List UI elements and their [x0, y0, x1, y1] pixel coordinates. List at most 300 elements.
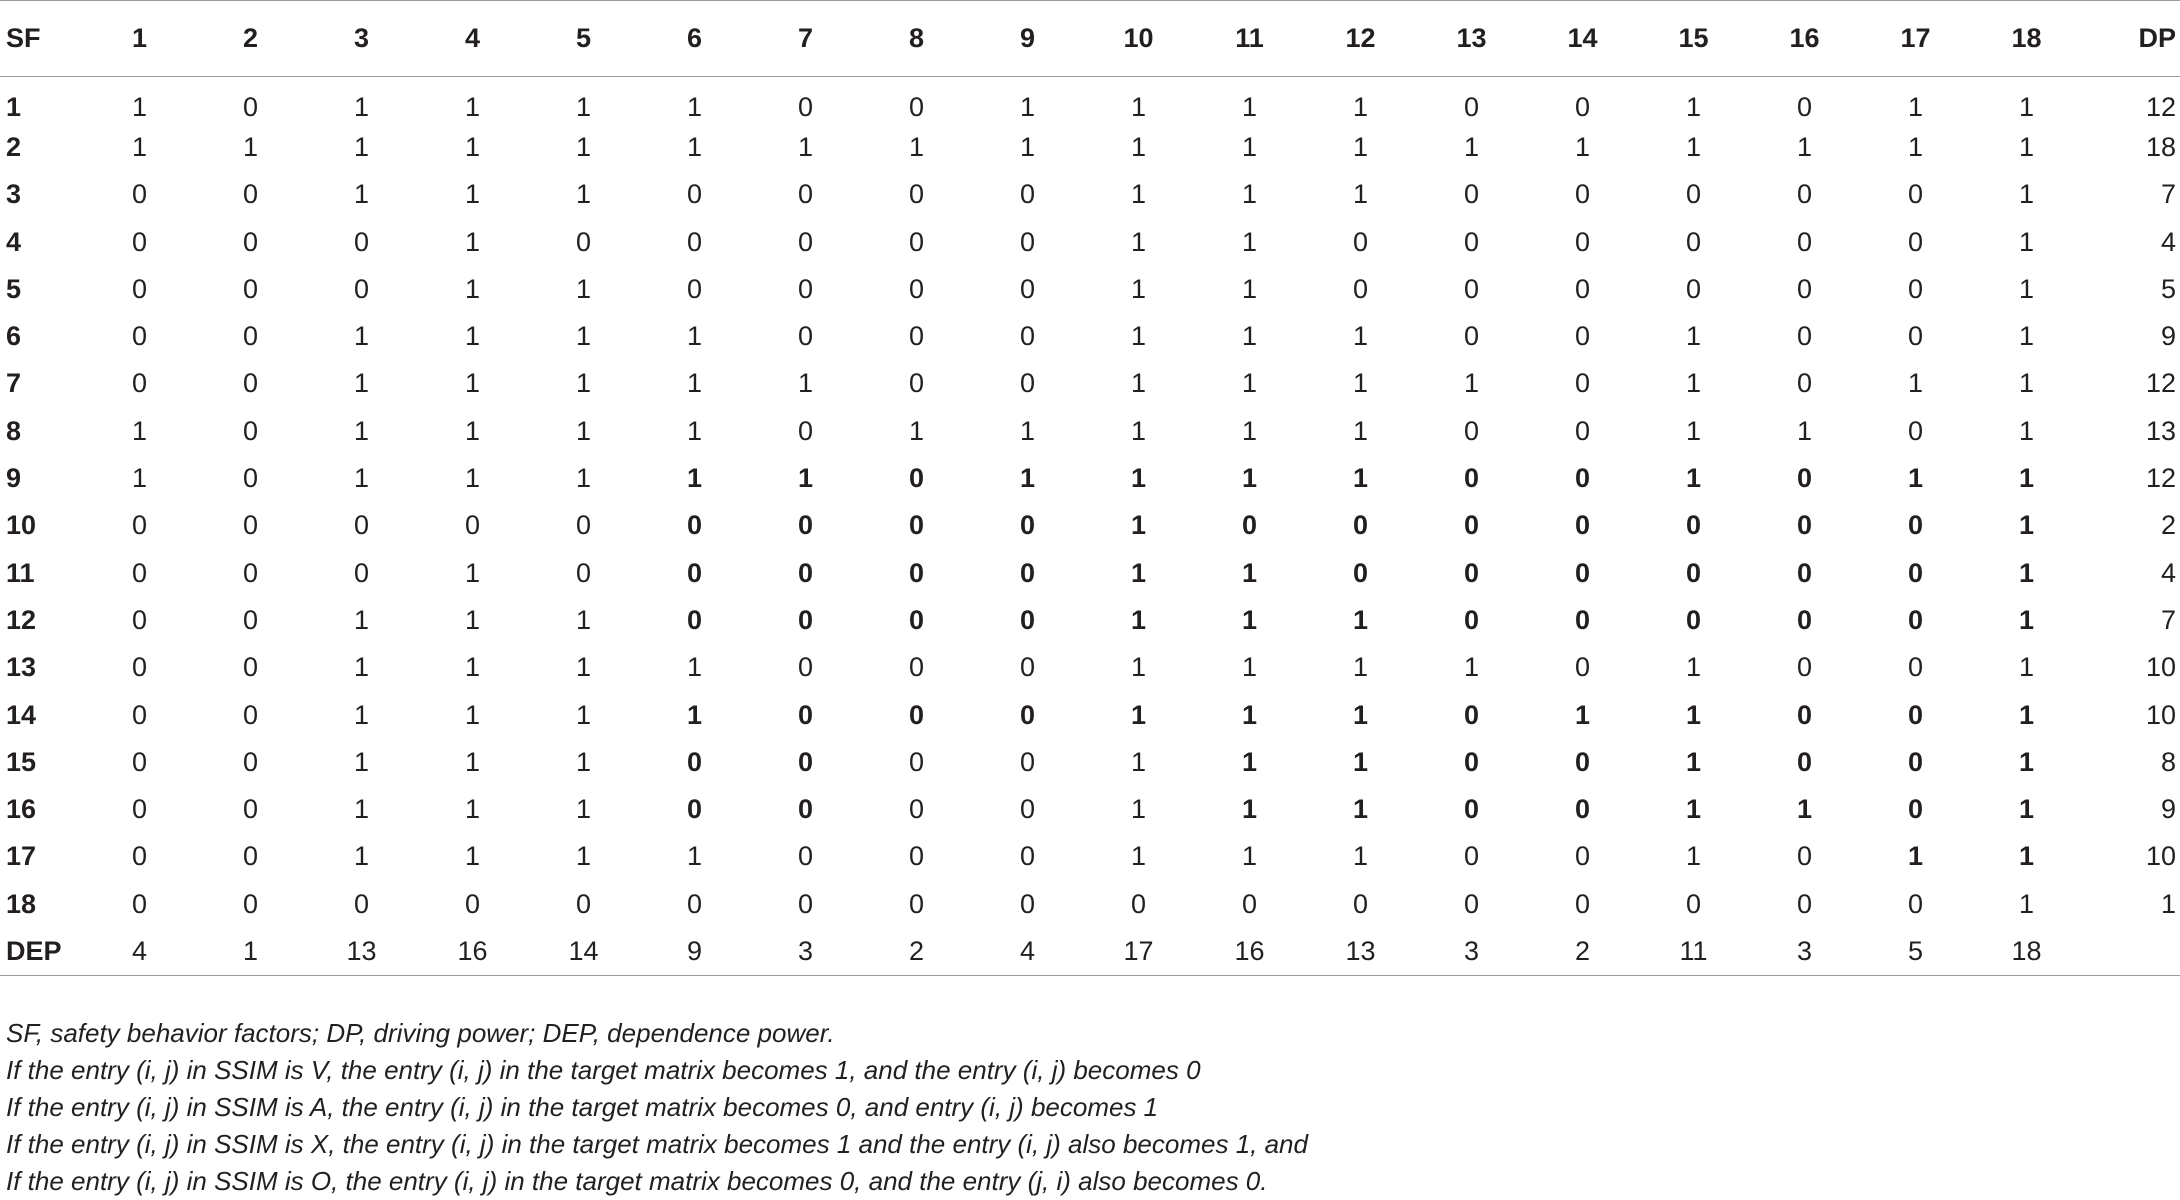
table-cell: 0 — [1574, 557, 1591, 588]
table-cell: 0 — [1019, 794, 1036, 825]
table-cell: 1 — [1907, 841, 1924, 872]
table-cell: 1 — [1241, 841, 1258, 872]
table-cell: 1 — [575, 604, 592, 635]
row-label: 6 — [6, 321, 22, 352]
table-cell: 0 — [242, 841, 259, 872]
table-cell: 0 — [797, 415, 814, 446]
table-cell: 0 — [1352, 557, 1369, 588]
table-cell: 2 — [1527, 928, 1638, 975]
table-cell: 0 — [1574, 463, 1591, 494]
table-row — [0, 502, 2180, 549]
table-cell: 0 — [1796, 463, 1813, 494]
table-cell: 0 — [1463, 321, 1480, 352]
table-cell: 1 — [1241, 321, 1258, 352]
table-cell: 0 — [908, 841, 925, 872]
table-cell: 0 — [131, 179, 148, 210]
table-cell: 1 — [1352, 746, 1369, 777]
header-col: 16 — [1749, 1, 1860, 77]
header-col: 9 — [972, 1, 1083, 77]
table-cell: 1 — [2018, 652, 2035, 683]
header-dp: DP — [2082, 1, 2180, 77]
row-dp-value: 2 — [2160, 510, 2176, 541]
header-col: 13 — [1416, 1, 1527, 77]
table-cell: 1 — [2018, 888, 2035, 919]
table-cell: 13 — [306, 928, 417, 975]
table-cell: 0 — [1907, 794, 1924, 825]
table-cell: 0 — [1241, 510, 1258, 541]
table-cell: 1 — [1685, 463, 1702, 494]
table-cell: 1 — [464, 179, 481, 210]
table-cell: 1 — [1574, 699, 1591, 730]
table-cell: 1 — [686, 652, 703, 683]
table-cell: 0 — [1019, 888, 1036, 919]
table-cell: 0 — [1796, 652, 1813, 683]
table-cell: 0 — [1574, 321, 1591, 352]
table-cell: 0 — [908, 510, 925, 541]
table-cell: 1 — [575, 699, 592, 730]
table-cell: 0 — [686, 226, 703, 257]
table-cell: 0 — [797, 226, 814, 257]
table-cell: 0 — [1241, 888, 1258, 919]
table-row — [0, 881, 2180, 928]
table-cell: 0 — [1574, 226, 1591, 257]
table-cell: 0 — [797, 652, 814, 683]
table-footnotes — [6, 1015, 1308, 1200]
table-cell: 1 — [1352, 91, 1369, 122]
footnote-rule-a: If the entry (i, j) in SSIM is A, the entry (i, j) in the target matrix becomes 0, and entry (i, j) becomes 1 — [6, 1092, 1159, 1122]
table-cell: 1 — [1241, 91, 1258, 122]
table-cell: 0 — [1019, 746, 1036, 777]
row-dp-value: 4 — [2160, 226, 2176, 257]
row-label: 7 — [6, 368, 22, 399]
table-cell: 18 — [1971, 928, 2082, 975]
table-cell: 1 — [464, 226, 481, 257]
table-cell: 0 — [797, 510, 814, 541]
table-cell: 1 — [686, 131, 703, 162]
table-cell: 0 — [1685, 226, 1702, 257]
table-cell: 0 — [1907, 699, 1924, 730]
table-cell: 1 — [1685, 415, 1702, 446]
table-cell: 1 — [1241, 604, 1258, 635]
row-label: 3 — [6, 179, 22, 210]
row-dp-value: 4 — [2160, 557, 2176, 588]
table-cell: 0 — [1019, 273, 1036, 304]
table-cell: 1 — [1019, 91, 1036, 122]
table-cell: 0 — [797, 604, 814, 635]
row-dp-value: 7 — [2160, 179, 2176, 210]
table-cell: 1 — [131, 415, 148, 446]
table-cell: 0 — [1685, 888, 1702, 919]
table-cell: 0 — [908, 91, 925, 122]
table-cell: 0 — [908, 557, 925, 588]
table-row — [0, 77, 2180, 124]
table-cell: 1 — [1241, 368, 1258, 399]
table-cell: 1 — [1241, 226, 1258, 257]
table-row — [0, 691, 2180, 738]
table-cell: 0 — [797, 273, 814, 304]
table-cell: 1 — [464, 699, 481, 730]
table-cell: 0 — [242, 699, 259, 730]
table-cell: 0 — [575, 888, 592, 919]
table-cell: 1 — [464, 91, 481, 122]
table-cell: 0 — [797, 179, 814, 210]
table-row — [0, 644, 2180, 691]
table-row — [0, 124, 2180, 171]
table-cell: 1 — [1130, 841, 1147, 872]
row-label: 16 — [6, 794, 37, 825]
table-cell: 1 — [1685, 321, 1702, 352]
table-cell: 1 — [353, 604, 370, 635]
table-cell: 1 — [353, 841, 370, 872]
table-cell: 0 — [1463, 226, 1480, 257]
table-cell: 1 — [1907, 368, 1924, 399]
table-cell: 0 — [1907, 179, 1924, 210]
table-cell: 0 — [131, 888, 148, 919]
table-cell: 5 — [1860, 928, 1971, 975]
table-cell: 1 — [575, 652, 592, 683]
table-cell: 0 — [353, 273, 370, 304]
table-cell: 1 — [131, 131, 148, 162]
table-cell: 1 — [353, 321, 370, 352]
table-cell: 1 — [2018, 510, 2035, 541]
table-cell: 0 — [797, 557, 814, 588]
table-row — [0, 266, 2180, 313]
table-cell: 1 — [1796, 131, 1813, 162]
table-cell: 1 — [575, 463, 592, 494]
table-cell: 0 — [686, 557, 703, 588]
row-label: 17 — [6, 841, 37, 872]
table-cell: 1 — [686, 368, 703, 399]
table-cell: 0 — [1685, 273, 1702, 304]
row-label: 4 — [6, 226, 22, 257]
table-cell: 0 — [1019, 604, 1036, 635]
table-cell: 1 — [1130, 510, 1147, 541]
table-cell: 1 — [1130, 179, 1147, 210]
table-cell: 0 — [686, 604, 703, 635]
table-cell: 0 — [1574, 368, 1591, 399]
row-dp-value: 12 — [2145, 91, 2176, 122]
table-cell: 1 — [1907, 463, 1924, 494]
table-cell: 1 — [1463, 652, 1480, 683]
table-cell: 0 — [131, 604, 148, 635]
table-cell: 0 — [464, 510, 481, 541]
table-cell: 0 — [131, 746, 148, 777]
header-col: 10 — [1083, 1, 1194, 77]
table-cell: 1 — [1352, 179, 1369, 210]
table-cell: 1 — [464, 415, 481, 446]
table-cell: 0 — [1019, 510, 1036, 541]
row-dp-value: 10 — [2145, 841, 2176, 872]
row-label: DEP — [0, 928, 84, 975]
table-cell: 1 — [464, 557, 481, 588]
table-cell: 0 — [1907, 510, 1924, 541]
table-cell: 0 — [908, 699, 925, 730]
table-cell: 1 — [575, 131, 592, 162]
table-cell: 0 — [242, 888, 259, 919]
table-cell: 0 — [1907, 226, 1924, 257]
table-cell: 1 — [131, 463, 148, 494]
table-cell: 0 — [1019, 368, 1036, 399]
table-cell: 16 — [417, 928, 528, 975]
header-col: 2 — [195, 1, 306, 77]
table-cell: 0 — [1796, 368, 1813, 399]
table-cell: 0 — [1685, 604, 1702, 635]
table-row — [0, 786, 2180, 833]
table-cell: 0 — [242, 368, 259, 399]
table-cell: 0 — [1463, 794, 1480, 825]
table-cell: 0 — [575, 557, 592, 588]
table-cell: 0 — [1907, 746, 1924, 777]
table-cell: 0 — [1907, 604, 1924, 635]
row-label: 1 — [6, 91, 22, 122]
table-row — [0, 455, 2180, 502]
table-cell: 1 — [1241, 557, 1258, 588]
table-cell: 0 — [353, 557, 370, 588]
table-cell: 0 — [908, 888, 925, 919]
table-cell: 0 — [242, 415, 259, 446]
table-cell: 1 — [1685, 91, 1702, 122]
table-cell: 0 — [131, 273, 148, 304]
table-row — [0, 360, 2180, 407]
table-cell: 1 — [353, 368, 370, 399]
header-col: 18 — [1971, 1, 2082, 77]
table-row — [0, 739, 2180, 786]
table-cell: 13 — [1305, 928, 1416, 975]
table-cell: 0 — [1019, 652, 1036, 683]
table-cell: 1 — [1130, 91, 1147, 122]
table-cell: 0 — [1685, 510, 1702, 541]
table-cell: 1 — [464, 652, 481, 683]
row-dp-value: 9 — [2160, 794, 2176, 825]
table-cell: 0 — [242, 273, 259, 304]
table-cell: 0 — [797, 746, 814, 777]
table-cell: 1 — [1352, 463, 1369, 494]
table-cell: 0 — [1907, 557, 1924, 588]
table-cell: 1 — [1019, 415, 1036, 446]
table-cell: 0 — [1463, 91, 1480, 122]
table-cell: 1 — [1019, 131, 1036, 162]
table-cell: 1 — [1796, 794, 1813, 825]
table-cell: 9 — [639, 928, 750, 975]
table-cell: 1 — [2018, 794, 2035, 825]
table-cell: 1 — [2018, 273, 2035, 304]
table-cell: 0 — [242, 226, 259, 257]
table-cell: 1 — [353, 91, 370, 122]
table-cell: 0 — [1019, 699, 1036, 730]
table-cell: 17 — [1083, 928, 1194, 975]
table-cell: 0 — [1574, 179, 1591, 210]
table-cell: 1 — [686, 841, 703, 872]
row-dp-value: 13 — [2145, 415, 2176, 446]
table-cell: 1 — [797, 131, 814, 162]
table-cell: 0 — [1907, 321, 1924, 352]
table-cell: 0 — [1574, 746, 1591, 777]
table-cell: 0 — [797, 794, 814, 825]
table-cell: 0 — [131, 794, 148, 825]
table-cell: 1 — [1463, 131, 1480, 162]
table-cell: 0 — [908, 273, 925, 304]
table-cell: 0 — [1574, 841, 1591, 872]
table-cell: 1 — [575, 91, 592, 122]
table-cell: 1 — [1685, 368, 1702, 399]
table-cell: 1 — [464, 746, 481, 777]
table-cell: 1 — [686, 415, 703, 446]
table-cell: 0 — [797, 321, 814, 352]
table-cell: 0 — [131, 321, 148, 352]
table-cell: 0 — [242, 557, 259, 588]
table-cell: 1 — [1241, 131, 1258, 162]
header-col: 17 — [1860, 1, 1971, 77]
row-dp-value: 9 — [2160, 321, 2176, 352]
table-cell: 1 — [464, 273, 481, 304]
table-cell: 0 — [1796, 179, 1813, 210]
table-cell: 0 — [1796, 91, 1813, 122]
table-cell: 0 — [1796, 604, 1813, 635]
table-cell: 1 — [686, 91, 703, 122]
table-cell: 0 — [1574, 415, 1591, 446]
table-cell: 0 — [1796, 321, 1813, 352]
footnote-rule-o: If the entry (i, j) in SSIM is O, the entry (i, j) in the target matrix becomes 0, and the entry (j, i) also becomes 0. — [6, 1166, 1268, 1196]
table-cell: 1 — [1352, 841, 1369, 872]
table-cell: 3 — [1749, 928, 1860, 975]
table-cell: 0 — [131, 557, 148, 588]
table-cell: 1 — [575, 368, 592, 399]
table-row — [0, 313, 2180, 360]
table-cell: 1 — [353, 794, 370, 825]
table-cell: 0 — [242, 463, 259, 494]
table-cell: 1 — [1130, 699, 1147, 730]
table-cell: 1 — [2018, 746, 2035, 777]
table-cell: 0 — [131, 226, 148, 257]
table-cell: 2 — [861, 928, 972, 975]
table-cell: 0 — [1796, 226, 1813, 257]
table-cell: 0 — [1907, 652, 1924, 683]
row-dp-value: 1 — [2160, 888, 2176, 919]
header-sf: SF — [0, 1, 84, 77]
table-cell: 1 — [464, 463, 481, 494]
table-row — [0, 408, 2180, 455]
table-cell: 1 — [1130, 604, 1147, 635]
table-cell: 1 — [575, 273, 592, 304]
table-cell: 0 — [242, 652, 259, 683]
header-col: 6 — [639, 1, 750, 77]
table-cell: 0 — [1019, 321, 1036, 352]
table-cell: 0 — [131, 699, 148, 730]
table-cell: 0 — [242, 91, 259, 122]
table-cell: 0 — [1352, 888, 1369, 919]
header-col: 4 — [417, 1, 528, 77]
table-cell: 1 — [2018, 368, 2035, 399]
table-cell: 1 — [1241, 699, 1258, 730]
table-cell: 1 — [575, 841, 592, 872]
table-cell: 1 — [797, 463, 814, 494]
table-cell: 1 — [1352, 604, 1369, 635]
table-cell: 1 — [1130, 794, 1147, 825]
table-cell: 1 — [1130, 557, 1147, 588]
row-dp-value: 7 — [2160, 604, 2176, 635]
table-cell: 0 — [1574, 510, 1591, 541]
table-cell: 0 — [242, 604, 259, 635]
table-cell: 0 — [686, 746, 703, 777]
table-cell: 4 — [84, 928, 195, 975]
table-cell: 0 — [242, 794, 259, 825]
table-cell: 0 — [797, 841, 814, 872]
table-cell: 0 — [1019, 557, 1036, 588]
table-cell: 1 — [1352, 415, 1369, 446]
table-cell: 1 — [195, 928, 306, 975]
row-label: 13 — [6, 652, 37, 683]
table-cell: 1 — [1130, 273, 1147, 304]
table-cell: 0 — [1352, 510, 1369, 541]
table-cell: 0 — [1907, 273, 1924, 304]
table-cell: 0 — [242, 510, 259, 541]
table-cell: 1 — [1241, 794, 1258, 825]
table-cell: 1 — [2018, 463, 2035, 494]
table-row — [0, 833, 2180, 880]
table-cell: 1 — [2018, 226, 2035, 257]
table-cell: 1 — [575, 321, 592, 352]
table-cell: 0 — [1685, 179, 1702, 210]
table-cell: 0 — [1130, 888, 1147, 919]
table-cell: 1 — [797, 368, 814, 399]
table-cell: 0 — [797, 699, 814, 730]
table-cell: 0 — [908, 321, 925, 352]
table-cell: 1 — [908, 131, 925, 162]
table-cell: 1 — [1796, 415, 1813, 446]
table-cell: 0 — [686, 273, 703, 304]
table-cell: 0 — [1463, 510, 1480, 541]
table-row — [0, 549, 2180, 596]
table-cell: 0 — [686, 794, 703, 825]
table-cell: 0 — [686, 510, 703, 541]
table-cell: 1 — [1685, 652, 1702, 683]
table-cell: 0 — [575, 510, 592, 541]
header-col: 11 — [1194, 1, 1305, 77]
table-body — [0, 77, 2180, 976]
table-cell: 0 — [908, 463, 925, 494]
row-dp-value: 8 — [2160, 746, 2176, 777]
table-cell: 1 — [1463, 368, 1480, 399]
table-cell: 1 — [353, 179, 370, 210]
table-cell: 1 — [1241, 463, 1258, 494]
table-cell: 1 — [1685, 746, 1702, 777]
table-cell: 1 — [1352, 321, 1369, 352]
table-cell: 1 — [1352, 699, 1369, 730]
table-cell: 1 — [1574, 131, 1591, 162]
table-cell: 0 — [908, 604, 925, 635]
table-cell: 1 — [1352, 131, 1369, 162]
table-cell: 1 — [686, 321, 703, 352]
footnote-abbreviations: SF, safety behavior factors; DP, driving power; DEP, dependence power. — [6, 1018, 835, 1048]
table-cell: 0 — [686, 179, 703, 210]
row-label: 14 — [6, 699, 37, 730]
table-cell: 0 — [1796, 273, 1813, 304]
header-col: 12 — [1305, 1, 1416, 77]
table-cell: 0 — [908, 179, 925, 210]
table-row — [0, 597, 2180, 644]
table-cell: 0 — [1574, 652, 1591, 683]
row-label: 8 — [6, 415, 22, 446]
table-cell: 1 — [353, 415, 370, 446]
table-row — [0, 171, 2180, 218]
table-cell: 1 — [575, 794, 592, 825]
table-cell: 1 — [1685, 131, 1702, 162]
row-dp-value: 10 — [2145, 652, 2176, 683]
table-cell: 16 — [1194, 928, 1305, 975]
table-cell: 1 — [464, 604, 481, 635]
table-cell: 1 — [686, 463, 703, 494]
row-label: 10 — [6, 510, 37, 541]
